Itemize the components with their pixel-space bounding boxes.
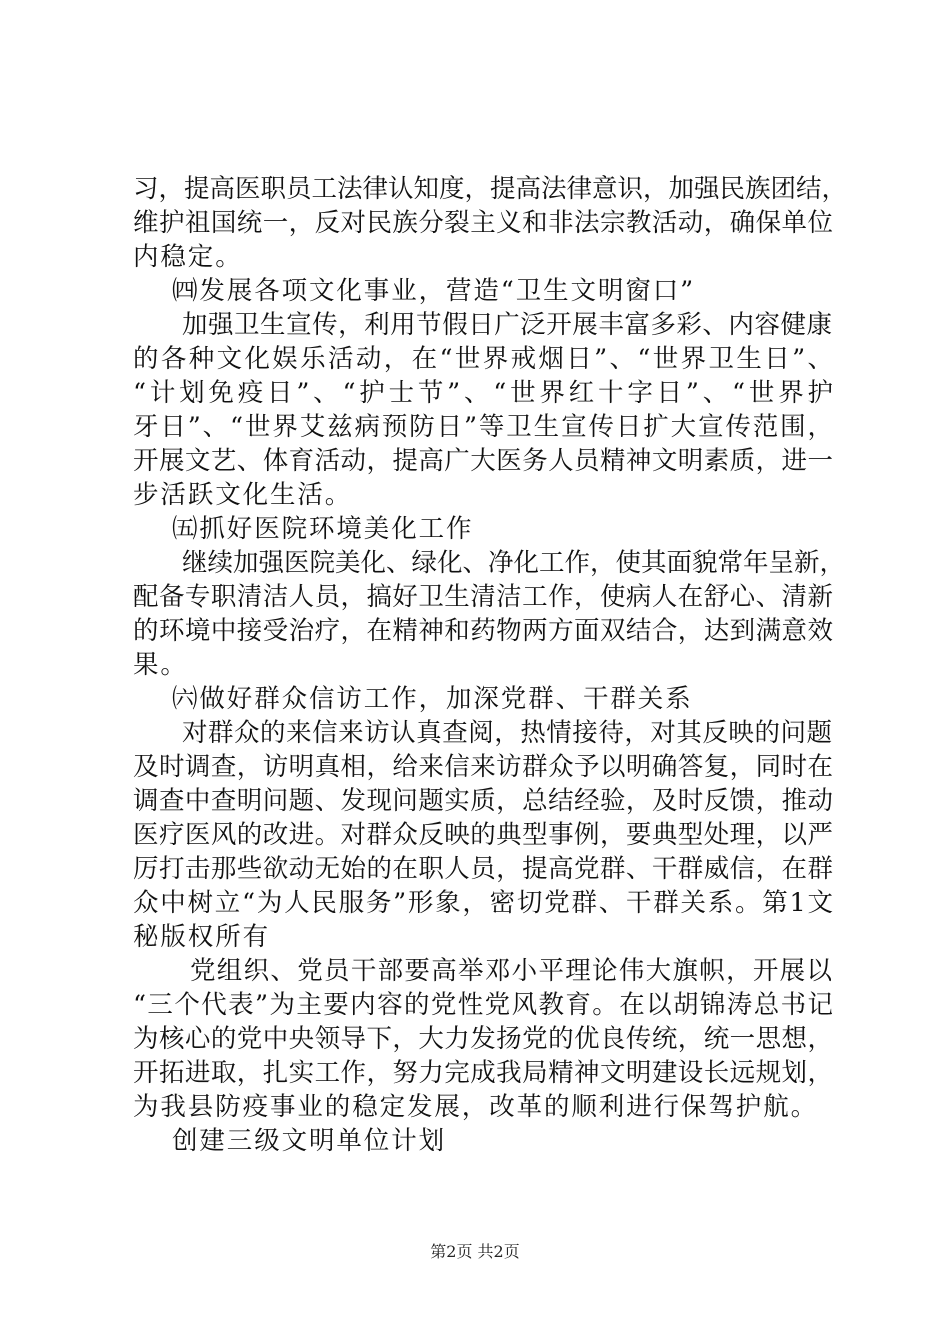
- paragraph-line: 果。: [133, 650, 188, 680]
- paragraph-line: 的各种文化娱乐活动，在“世界戒烟日”、“世界卫生日”、: [133, 344, 833, 374]
- paragraph-line: 众中树立“为人民服务”形象，密切党群、干群关系。第1文: [133, 888, 833, 918]
- paragraph-line: 配备专职清洁人员，搞好卫生清洁工作，使病人在舒心、清新: [133, 582, 833, 612]
- page-number-footer: 第2页 共2页: [430, 1242, 520, 1261]
- paragraph-line: 秘版权所有: [133, 922, 271, 952]
- paragraph-line: 为我县防疫事业的稳定发展，改革的顺利进行保驾护航。: [133, 1092, 819, 1122]
- paragraph-line: 维护祖国统一，反对民族分裂主义和非法宗教活动，确保单位: [133, 208, 833, 238]
- section-heading: ㈥做好群众信访工作，加深党群、干群关系: [172, 684, 693, 714]
- paragraph-line: “计划免疫日”、“护士节”、“世界红十字日”、“世界护: [133, 378, 833, 408]
- paragraph-line: 步活跃文化生活。: [133, 480, 353, 510]
- closing-title: 创建三级文明单位计划: [172, 1126, 447, 1156]
- paragraph-line: 加强卫生宣传，利用节假日广泛开展丰富多彩、内容健康: [182, 310, 832, 340]
- paragraph-line: 调查中查明问题、发现问题实质，总结经验，及时反馈，推动: [133, 786, 833, 816]
- paragraph-line: 开拓进取，扎实工作，努力完成我局精神文明建设长远规划，: [133, 1058, 833, 1088]
- paragraph-line: 医疗医风的改进。对群众反映的典型事例，要典型处理，以严: [133, 820, 833, 850]
- paragraph-line: 习，提高医职员工法律认知度，提高法律意识，加强民族团结，: [133, 174, 848, 204]
- paragraph-line: 内稳定。: [133, 242, 243, 272]
- section-heading: ㈣发展各项文化事业，营造“卫生文明窗口”: [172, 276, 696, 306]
- paragraph-line: 厉打击那些欲动无始的在职人员，提高党群、干群威信，在群: [133, 854, 833, 884]
- paragraph-line: “三个代表”为主要内容的党性党风教育。在以胡锦涛总书记: [133, 990, 833, 1020]
- paragraph-line: 开展文艺、体育活动，提高广大医务人员精神文明素质，进一: [133, 446, 833, 476]
- paragraph-line: 党组织、党员干部要高举邓小平理论伟大旗帜，开展以: [190, 956, 832, 986]
- paragraph-line: 为核心的党中央领导下，大力发扬党的优良传统，统一思想，: [133, 1024, 833, 1054]
- paragraph-line: 的环境中接受治疗，在精神和药物两方面双结合，达到满意效: [133, 616, 833, 646]
- paragraph-line: 继续加强医院美化、绿化、净化工作，使其面貌常年呈新，: [182, 548, 846, 578]
- paragraph-line: 及时调查，访明真相，给来信来访群众予以明确答复，同时在: [133, 752, 833, 782]
- paragraph-line: 牙日”、“世界艾兹病预防日”等卫生宣传日扩大宣传范围，: [133, 412, 833, 442]
- section-heading: ㈤抓好医院环境美化工作: [172, 514, 474, 544]
- paragraph-line: 对群众的来信来访认真查阅，热情接待，对其反映的问题: [182, 718, 832, 748]
